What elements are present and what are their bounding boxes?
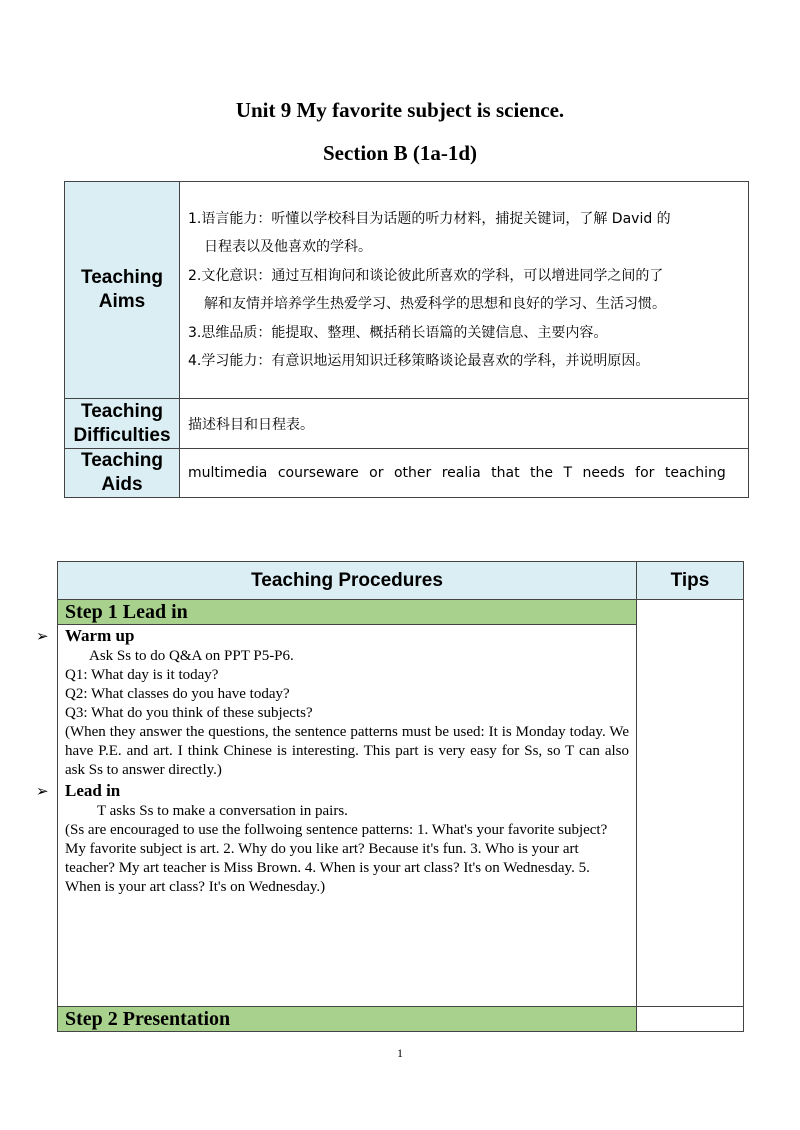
tips-cell-step-2	[637, 1007, 744, 1032]
teaching-difficulties-content: 描述科目和日程表。	[180, 399, 749, 449]
teaching-aids-label: Teaching Aids	[65, 449, 180, 498]
step-1-body	[36, 625, 636, 1006]
teaching-aims-content	[180, 182, 749, 399]
teaching-aids-content: multimedia courseware or other realia that the T needs for teaching	[180, 449, 749, 498]
question-line: Q1: What day is it today?	[65, 667, 219, 683]
page-number: 1	[397, 1046, 403, 1060]
step-1-body-cell	[36, 625, 637, 1007]
procedures-table	[36, 561, 744, 1032]
aim-line: 3.思维品质：能提取、整理、概括稍长语篇的关键信息、主要内容。	[188, 324, 608, 341]
question-line: Q3: What do you think of these subjects?	[65, 705, 313, 721]
procedures-header: Teaching Procedures	[58, 562, 637, 600]
tips-header: Tips	[637, 562, 744, 600]
warm-up-note: (When they answer the questions, the sentence patterns must be used: It is Monday today. We have P.E. and art. I think Chinese is interesting. This part is very easy for Ss, so T can also ask Ss to answer directly.)	[65, 724, 629, 778]
aim-line: 1.语言能力：听懂以学校科目为话题的听力材料，捕捉关键词，了解 David 的	[188, 210, 671, 227]
arrow-bullet-icon: ➢	[36, 627, 49, 645]
warm-up-instruction: Ask Ss to do Q&A on PPT P5-P6.	[89, 648, 294, 664]
lead-in-note: (Ss are encouraged to use the follwoing sentence patterns: 1. What's your favorite subject? My favorite subject is art. 2. Why do you like art? Because it's fun. 3. Who is your art teacher? My art teacher is Miss Brown. 4. When is your art class? It's on Wednesday. 5. When is your art class? It's on Wednesday.)	[65, 822, 608, 895]
aim-line: 4.学习能力：有意识地运用知识迁移策略谈论最喜欢的学科，并说明原因。	[188, 353, 650, 369]
warm-up-heading: ➢ Warm up	[36, 626, 135, 645]
teaching-aims-label: Teaching Aims	[65, 182, 180, 399]
lead-in-instruction: T asks Ss to make a conversation in pairs.	[97, 803, 348, 819]
teaching-difficulties-label: Teaching Difficulties	[65, 399, 180, 449]
tips-cell	[637, 600, 744, 1007]
document-title: Unit 9 My favorite subject is science.	[235, 98, 565, 122]
step-2-heading: Step 2 Presentation	[58, 1007, 637, 1032]
section-title: Section B (1a-1d)	[323, 141, 477, 165]
lead-in-heading: ➢ Lead in	[36, 781, 121, 800]
step-1-heading: Step 1 Lead in	[58, 600, 637, 625]
arrow-bullet-icon: ➢	[36, 782, 49, 800]
aim-line: 解和友情并培养学生热爱学习、热爱科学的思想和良好的学习、生活习惯。	[204, 296, 666, 312]
aim-line: 2.文化意识：通过互相询问和谈论彼此所喜欢的学科，可以增进同学之间的了	[188, 267, 664, 284]
question-line: Q2: What classes do you have today?	[65, 686, 290, 702]
aim-line: 日程表以及他喜欢的学科。	[204, 239, 372, 255]
aims-table	[64, 181, 749, 498]
